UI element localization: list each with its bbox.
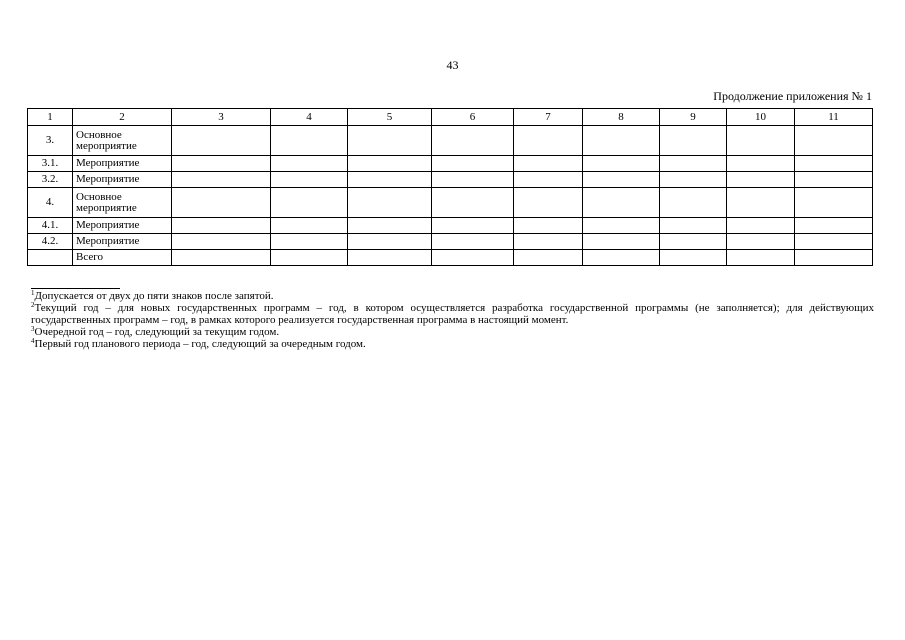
empty-cell — [348, 188, 432, 218]
empty-cell — [795, 172, 873, 188]
footnote — [31, 302, 874, 326]
empty-cell — [514, 234, 583, 250]
empty-cell — [795, 218, 873, 234]
column-header: 9 — [660, 109, 727, 126]
footnote-text: Допускается от двух до пяти знаков после запятой. — [34, 290, 274, 302]
row-name-cell: Мероприятие — [73, 172, 172, 188]
empty-cell — [172, 156, 271, 172]
empty-cell — [432, 218, 514, 234]
empty-cell — [432, 126, 514, 156]
table-row — [28, 188, 873, 218]
empty-cell — [727, 234, 795, 250]
footnote — [31, 290, 874, 302]
empty-cell — [727, 188, 795, 218]
empty-cell — [660, 218, 727, 234]
row-number-cell: 4. — [28, 188, 73, 218]
table-row — [28, 156, 873, 172]
empty-cell — [348, 218, 432, 234]
table-row — [28, 234, 873, 250]
empty-cell — [583, 156, 660, 172]
empty-cell — [172, 172, 271, 188]
footnote-mark: 1 — [31, 289, 35, 297]
empty-cell — [172, 218, 271, 234]
row-name-cell: Мероприятие — [73, 218, 172, 234]
empty-cell — [727, 126, 795, 156]
empty-cell — [432, 234, 514, 250]
footnote — [31, 326, 874, 338]
footnote-mark: 4 — [31, 337, 35, 345]
empty-cell — [583, 218, 660, 234]
empty-cell — [432, 188, 514, 218]
empty-cell — [271, 234, 348, 250]
empty-cell — [271, 126, 348, 156]
empty-cell — [583, 250, 660, 266]
row-name-cell: Основное мероприятие — [73, 126, 172, 156]
empty-cell — [583, 234, 660, 250]
empty-cell — [583, 172, 660, 188]
row-name-cell: Мероприятие — [73, 156, 172, 172]
empty-cell — [348, 156, 432, 172]
empty-cell — [348, 234, 432, 250]
empty-cell — [727, 156, 795, 172]
table-row — [28, 126, 873, 156]
page-number: 43 — [446, 58, 459, 72]
row-number-cell: 4.1. — [28, 218, 73, 234]
empty-cell — [514, 188, 583, 218]
row-name-cell: Основное мероприятие — [73, 188, 172, 218]
column-header: 3 — [172, 109, 271, 126]
row-number-cell: 3.1. — [28, 156, 73, 172]
empty-cell — [660, 250, 727, 266]
empty-cell — [271, 250, 348, 266]
row-number-cell: 4.2. — [28, 234, 73, 250]
appendix-continuation-note: Продолжение приложения № 1 — [713, 89, 872, 103]
empty-cell — [727, 218, 795, 234]
table-row — [28, 218, 873, 234]
footnotes — [31, 290, 874, 350]
empty-cell — [271, 218, 348, 234]
empty-cell — [660, 188, 727, 218]
empty-cell — [348, 172, 432, 188]
column-header: 7 — [514, 109, 583, 126]
empty-cell — [514, 126, 583, 156]
empty-cell — [348, 250, 432, 266]
empty-cell — [172, 188, 271, 218]
empty-cell — [795, 188, 873, 218]
table-row — [28, 172, 873, 188]
column-header: 1 — [28, 109, 73, 126]
empty-cell — [660, 126, 727, 156]
footnote-text: Очередной год – год, следующий за текущим годом. — [34, 326, 280, 338]
column-header: 4 — [271, 109, 348, 126]
row-number-cell: 3.2. — [28, 172, 73, 188]
row-number-cell — [28, 250, 73, 266]
empty-cell — [583, 188, 660, 218]
header-row — [28, 109, 873, 126]
column-header: 11 — [795, 109, 873, 126]
empty-cell — [271, 172, 348, 188]
empty-cell — [172, 250, 271, 266]
empty-cell — [660, 234, 727, 250]
empty-cell — [795, 126, 873, 156]
footnote-text: Текущий год – для новых государственных программ – год, в котором осуществляется разработка государственной программы (не заполняется); для действующих государственных программ – год, в рамках которого реализуется государственная программа в настоящий момент. — [31, 302, 874, 326]
data-table — [27, 108, 873, 266]
table-row — [28, 250, 873, 266]
empty-cell — [432, 156, 514, 172]
empty-cell — [432, 250, 514, 266]
empty-cell — [660, 156, 727, 172]
empty-cell — [271, 188, 348, 218]
footnote-separator — [31, 288, 120, 289]
empty-cell — [583, 126, 660, 156]
empty-cell — [795, 156, 873, 172]
row-name-cell: Всего — [73, 250, 172, 266]
empty-cell — [727, 172, 795, 188]
footnote-text: Первый год планового периода – год, следующий за очередным годом. — [34, 338, 366, 350]
column-header: 6 — [432, 109, 514, 126]
empty-cell — [348, 126, 432, 156]
footnote — [31, 338, 874, 350]
column-header: 5 — [348, 109, 432, 126]
empty-cell — [795, 250, 873, 266]
empty-cell — [727, 250, 795, 266]
empty-cell — [432, 172, 514, 188]
column-header: 2 — [73, 109, 172, 126]
empty-cell — [514, 156, 583, 172]
footnote-mark: 3 — [31, 325, 35, 333]
row-name-cell: Мероприятие — [73, 234, 172, 250]
column-header: 8 — [583, 109, 660, 126]
empty-cell — [271, 156, 348, 172]
empty-cell — [514, 218, 583, 234]
empty-cell — [172, 126, 271, 156]
column-header: 10 — [727, 109, 795, 126]
empty-cell — [795, 234, 873, 250]
footnote-mark: 2 — [31, 301, 35, 309]
row-number-cell: 3. — [28, 126, 73, 156]
empty-cell — [514, 250, 583, 266]
empty-cell — [660, 172, 727, 188]
empty-cell — [514, 172, 583, 188]
empty-cell — [172, 234, 271, 250]
